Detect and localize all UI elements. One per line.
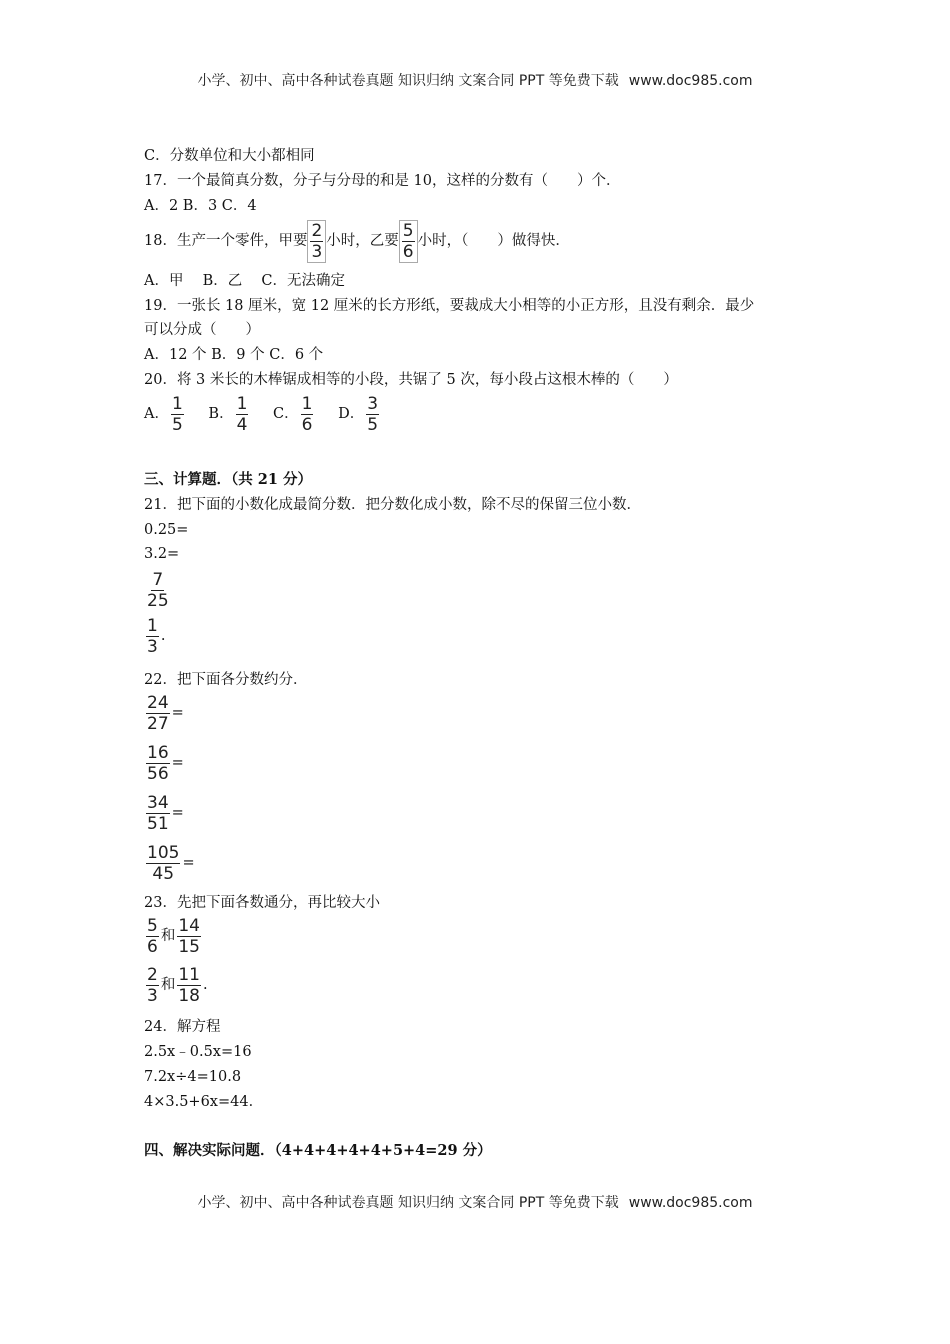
q16-option-c: C．分数单位和大小都相同	[144, 148, 315, 164]
q24-stem: 24．解方程	[144, 1019, 221, 1035]
footer-text: 小学、初中、高中各种试卷真题 知识归纳 文案合同 PPT 等免费下载	[197, 1195, 619, 1211]
q18-options: A．甲 B．乙 C．无法确定	[144, 273, 345, 289]
q20-option-a: A． $\frac{1}{5}$	[144, 406, 186, 422]
q19-stem-line1: 19．一张长 18 厘米，宽 12 厘米的长方形纸，要裁成大小相等的小正方形，且没有剩余．最少	[144, 298, 755, 314]
fraction: $\frac{7}{25}$	[147, 569, 169, 611]
q24-equation-2: 7.2x÷4=10.8	[144, 1069, 242, 1085]
q21-item-1: 0.25=	[144, 522, 189, 538]
q18-stem: 18．生产一个零件，甲要 $\frac{2}{3}$ 小时，乙要 $\frac{5}{6}$ 小时，（ ）做得快．	[144, 220, 570, 262]
q20-options	[144, 392, 381, 436]
footer-url[interactable]: www.doc985.com	[628, 1195, 753, 1211]
page-footer	[0, 1192, 950, 1212]
q22-item-4: $\frac{105}{45}$ =	[144, 841, 195, 885]
page-header	[0, 70, 950, 90]
fraction: $\frac{1}{4}$	[236, 393, 248, 435]
fraction: $\frac{11}{18}$	[178, 964, 200, 1006]
fraction: $\frac{1}{5}$	[171, 393, 183, 435]
fraction: $\frac{5}{6}$	[147, 915, 158, 957]
q24-equation-1: 2.5x﹣0.5x=16	[144, 1044, 252, 1060]
q21-item-4: $\frac{1}{3}$ .	[144, 614, 165, 658]
fraction: $\frac{34}{51}$	[147, 792, 169, 834]
fraction: $\frac{3}{5}$	[367, 393, 379, 435]
q22-item-3: $\frac{34}{51}$ =	[144, 791, 184, 835]
q22-stem: 22．把下面各分数约分．	[144, 672, 308, 688]
q22-item-2: $\frac{16}{56}$ =	[144, 741, 184, 785]
q20-option-c: C． $\frac{1}{6}$	[273, 406, 315, 422]
fraction: $\frac{1}{3}$	[147, 615, 158, 657]
q22-item-1: $\frac{24}{27}$ =	[144, 691, 184, 735]
q21-stem: 21．把下面的小数化成最简分数．把分数化成小数，除不尽的保留三位小数．	[144, 497, 641, 513]
fraction: $\frac{16}{56}$	[147, 742, 169, 784]
q23-stem: 23．先把下面各数通分，再比较大小	[144, 895, 380, 911]
header-url[interactable]: www.doc985.com	[628, 73, 753, 89]
q19-options: A．12 个 B．9 个 C．6 个	[144, 347, 324, 363]
fraction: $\frac{1}{6}$	[301, 393, 313, 435]
section-4-title: 四、解决实际问题．（4+4+4+4+4+5+4=29 分）	[144, 1142, 492, 1159]
fraction: $\frac{2}{3}$	[307, 220, 326, 263]
q17-options: A．2 B．3 C．4	[144, 198, 257, 214]
fraction: $\frac{5}{6}$	[399, 220, 418, 263]
q21-item-3	[144, 568, 172, 612]
fraction: $\frac{14}{15}$	[178, 915, 200, 957]
header-text: 小学、初中、高中各种试卷真题 知识归纳 文案合同 PPT 等免费下载	[197, 73, 619, 89]
q20-option-d: D． $\frac{3}{5}$	[338, 406, 381, 422]
q20-stem: 20．将 3 米长的木棒锯成相等的小段，共锯了 5 次，每小段占这根木棒的（ ）	[144, 372, 678, 388]
fraction: $\frac{24}{27}$	[147, 692, 169, 734]
q21-item-2: 3.2=	[144, 546, 180, 562]
q19-stem-line2: 可以分成（ ）	[144, 322, 260, 338]
fraction: $\frac{105}{45}$	[147, 842, 180, 884]
q17-stem: 17．一个最简真分数，分子与分母的和是 10，这样的分数有（ ）个．	[144, 173, 621, 189]
section-3-title: 三、计算题．（共 21 分）	[144, 471, 313, 488]
q23-pair-2: $\frac{2}{3}$ 和 $\frac{11}{18}$ .	[144, 963, 208, 1007]
fraction: $\frac{2}{3}$	[147, 964, 158, 1006]
q20-option-b: B． $\frac{1}{4}$	[208, 406, 250, 422]
q24-equation-3: 4×3.5+6x=44．	[144, 1094, 264, 1110]
q23-pair-1: $\frac{5}{6}$ 和 $\frac{14}{15}$	[144, 914, 203, 958]
